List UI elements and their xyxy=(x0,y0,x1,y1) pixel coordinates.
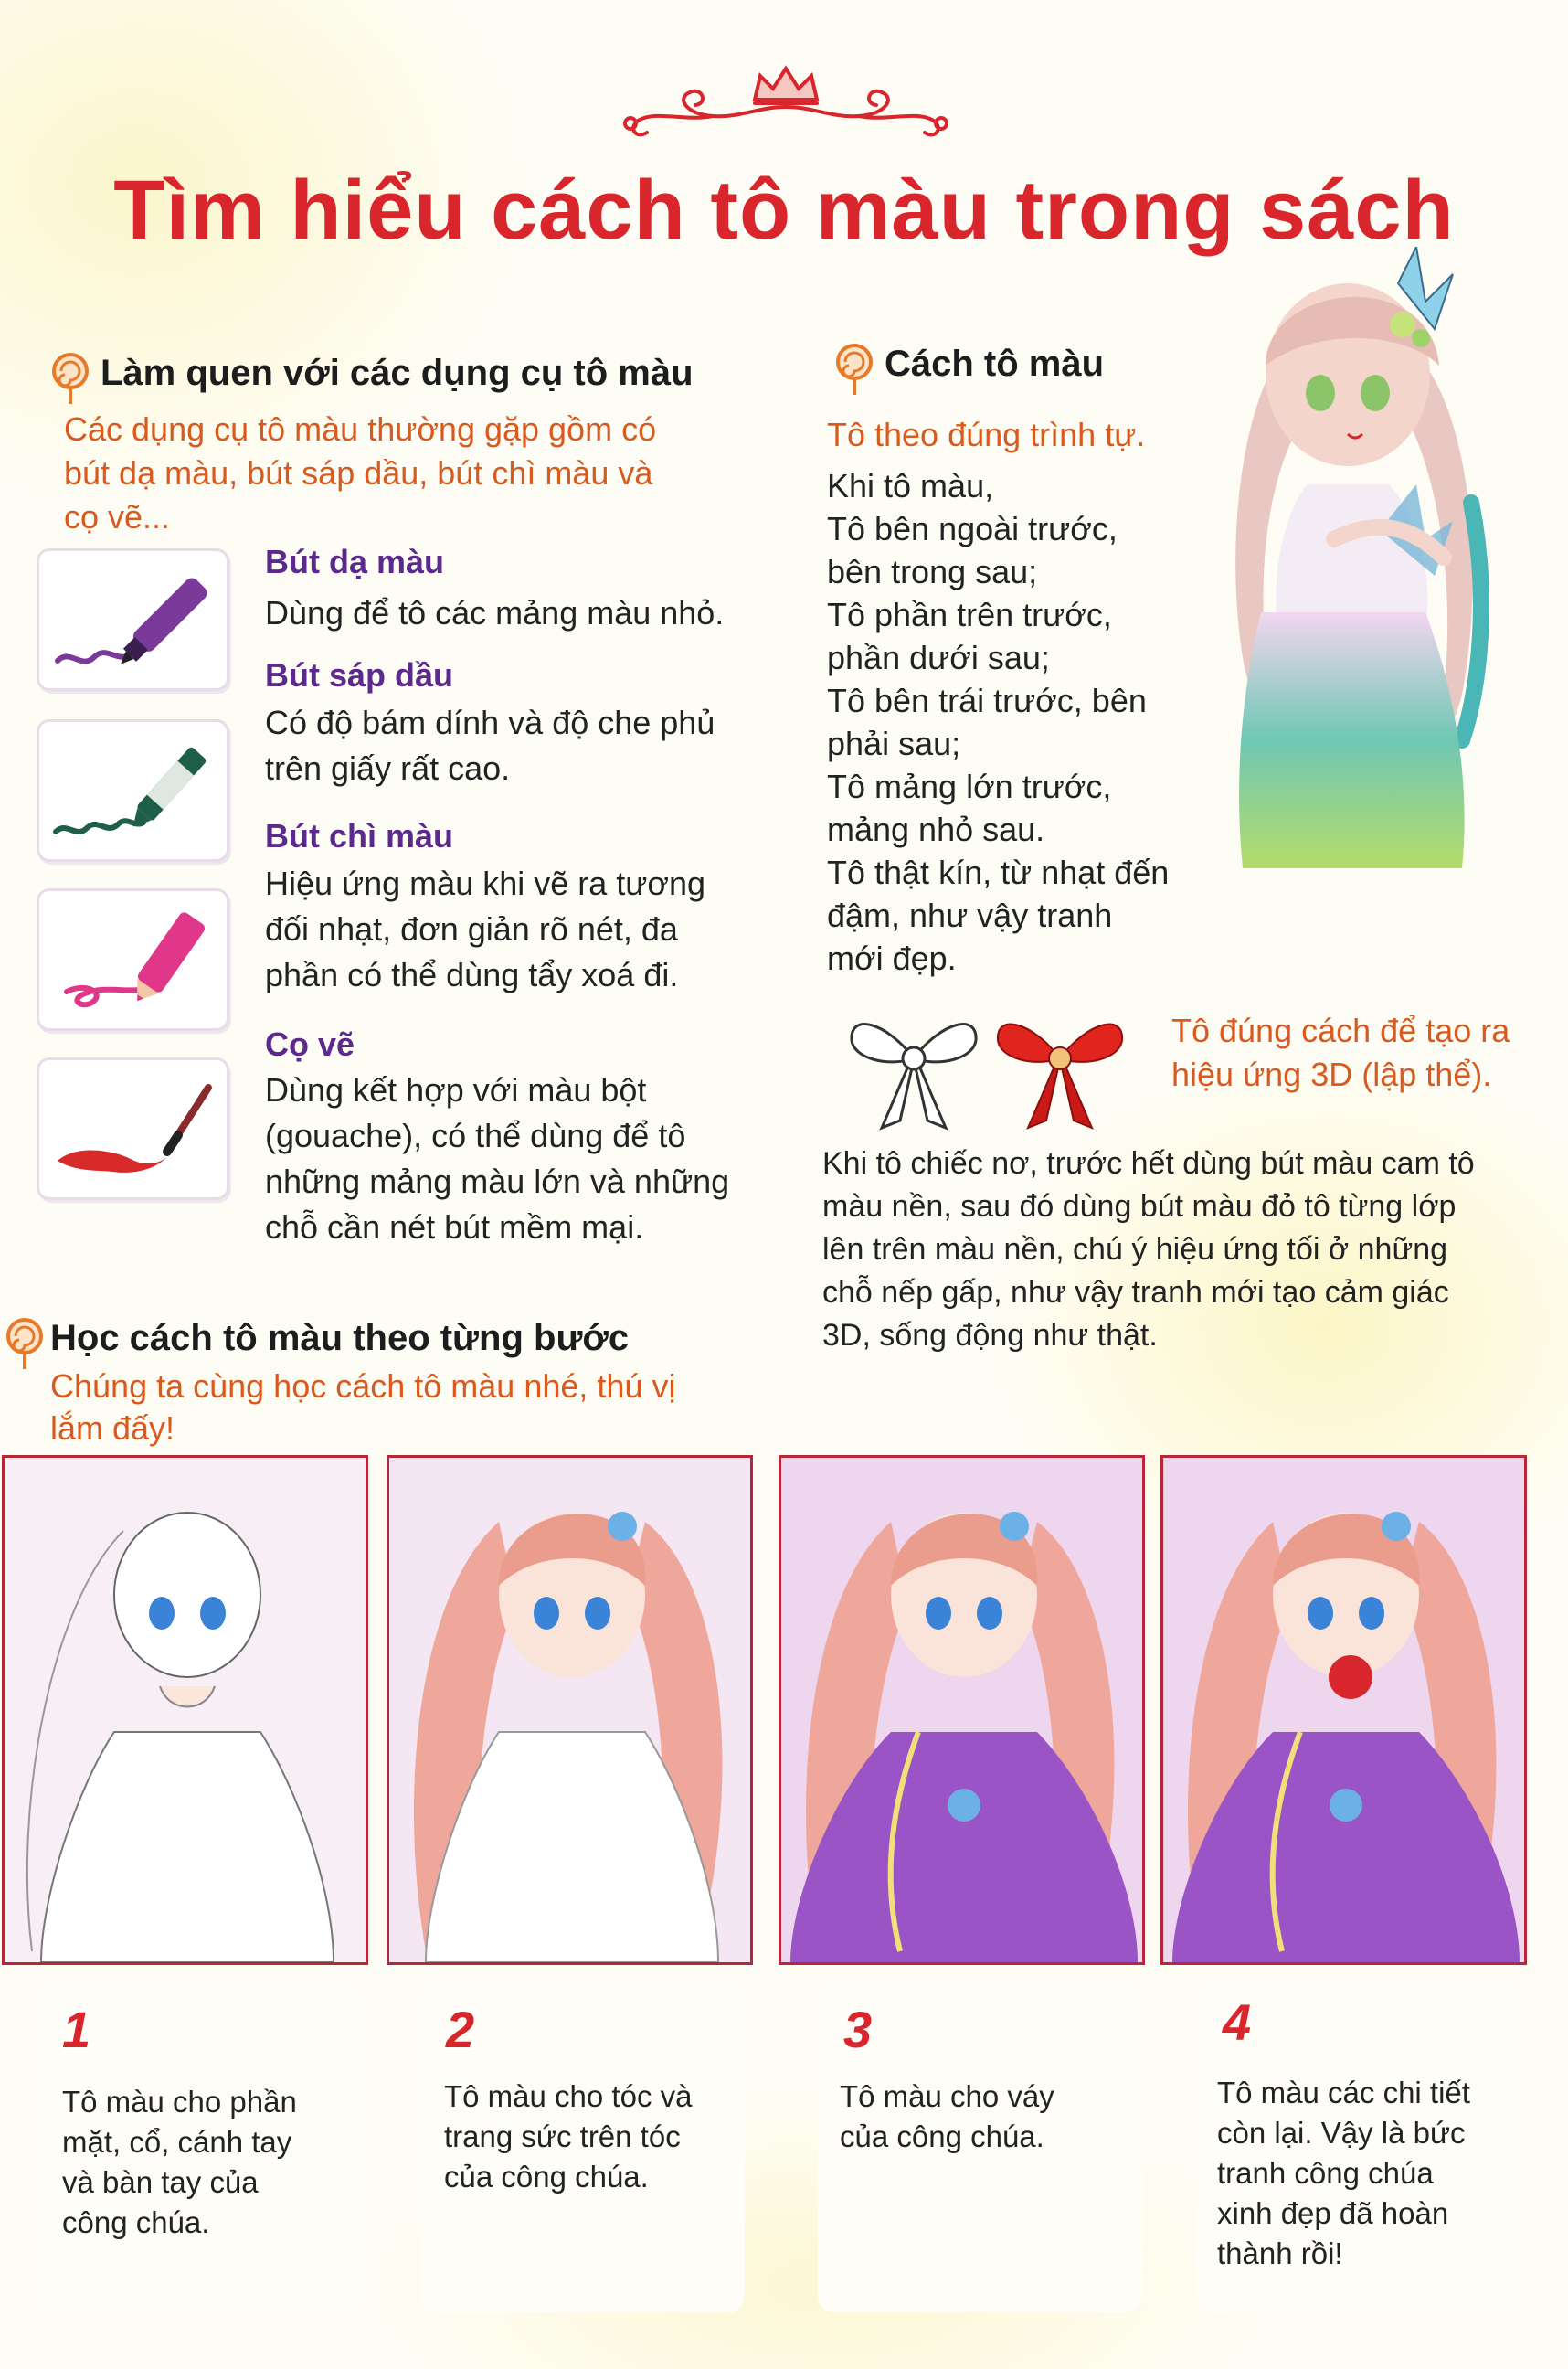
step-number: 3 xyxy=(843,2001,873,2058)
lollipop-icon xyxy=(2,1316,48,1371)
lollipop-icon xyxy=(48,351,93,406)
tool-desc-brush: Dùng kết hợp với màu bột (gouache), có thể dùng để tô những mảng màu lớn và những chỗ cần nét bút mềm mại. xyxy=(265,1071,730,1246)
oil-pastel-illustration xyxy=(37,719,229,862)
step-number: 2 xyxy=(446,2001,475,2058)
step-2-card xyxy=(420,1983,745,2312)
lollipop-icon xyxy=(832,342,877,397)
tool-desc-marker: Dùng để tô các mảng màu nhỏ. xyxy=(265,594,725,632)
step-text: Tô màu cho tóc và trang sức trên tóc của công chúa. xyxy=(444,2079,693,2194)
tool-name-colored-pencil: Bút chì màu xyxy=(265,817,454,855)
tools-heading: Làm quen với các dụng cụ tô màu xyxy=(101,353,694,393)
step-text: Tô màu cho váy của công chúa. xyxy=(840,2079,1054,2153)
step-3-panel xyxy=(779,1455,1145,1965)
tool-name-marker: Bút dạ màu xyxy=(265,543,445,580)
paint-brush-illustration xyxy=(37,1057,229,1200)
page-title: Tìm hiểu cách tô màu trong sách xyxy=(113,164,1455,257)
coloring-subtitle: Tô theo đúng trình tự. xyxy=(827,416,1146,453)
step-2-panel xyxy=(387,1455,753,1965)
step-3-card xyxy=(818,1983,1142,2312)
step-4-card xyxy=(1197,1983,1521,2312)
step-1-panel xyxy=(2,1455,368,1965)
step-text: Tô màu cho phần mặt, cổ, cánh tay và bàn tay của công chúa. xyxy=(62,2085,297,2239)
step-number: 1 xyxy=(62,2001,91,2058)
crown-ornament xyxy=(603,50,969,151)
colored-bow-illustration xyxy=(991,1004,1128,1131)
tools-intro: Các dụng cụ tô màu thường gặp gồm có bút dạ màu, bút sáp dầu, bút chì màu và cọ vẽ... xyxy=(64,410,657,536)
bow-note: Tô đúng cách để tạo ra hiệu ứng 3D (lập thể). xyxy=(1171,1012,1510,1093)
tool-desc-oil-pastel: Có độ bám dính và độ che phủ trên giấy rất cao. xyxy=(265,704,715,787)
marker-illustration xyxy=(37,548,229,691)
tool-name-oil-pastel: Bút sáp dầu xyxy=(265,656,454,694)
coloring-rules: Khi tô màu, Tô bên ngoài trước, bên trong sau; Tô phần trên trước, phần dưới sau; Tô bên trái trước, bên phải sau; Tô mảng lớn trước, mảng nhỏ sau. Tô thật kín, từ nhạt đến đậm, như vậy tranh mới đẹp. xyxy=(827,467,1170,977)
step-number: 4 xyxy=(1223,1993,1252,2051)
tool-desc-colored-pencil: Hiệu ứng màu khi vẽ ra tương đối nhạt, đơn giản rõ nét, đa phần có thể dùng tẩy xoá đi. xyxy=(265,865,706,993)
step-4-panel xyxy=(1160,1455,1527,1965)
bow-explanation: Khi tô chiếc nơ, trước hết dùng bút màu cam tô màu nền, sau đó dùng bút màu đỏ tô từng lớp lên trên màu nền, chú ý hiệu ứng tối ở những chỗ nếp gấp, như vậy tranh mới tạo cảm giác 3D, sống động như thật. xyxy=(822,1146,1475,1353)
steps-heading: Học cách tô màu theo từng bước xyxy=(50,1318,630,1358)
step-1-card xyxy=(37,1983,361,2312)
steps-intro: Chúng ta cùng học cách tô màu nhé, thú vị lắm đấy! xyxy=(50,1367,676,1447)
tool-name-brush: Cọ vẽ xyxy=(265,1025,355,1063)
outline-bow-illustration xyxy=(845,1004,982,1131)
fairy-girl-illustration xyxy=(1170,247,1535,941)
colored-pencil-illustration xyxy=(37,888,229,1031)
coloring-heading: Cách tô màu xyxy=(885,344,1105,384)
step-text: Tô màu các chi tiết còn lại. Vậy là bức tranh công chúa xinh đẹp đã hoàn thành rồi! xyxy=(1217,2076,1470,2270)
